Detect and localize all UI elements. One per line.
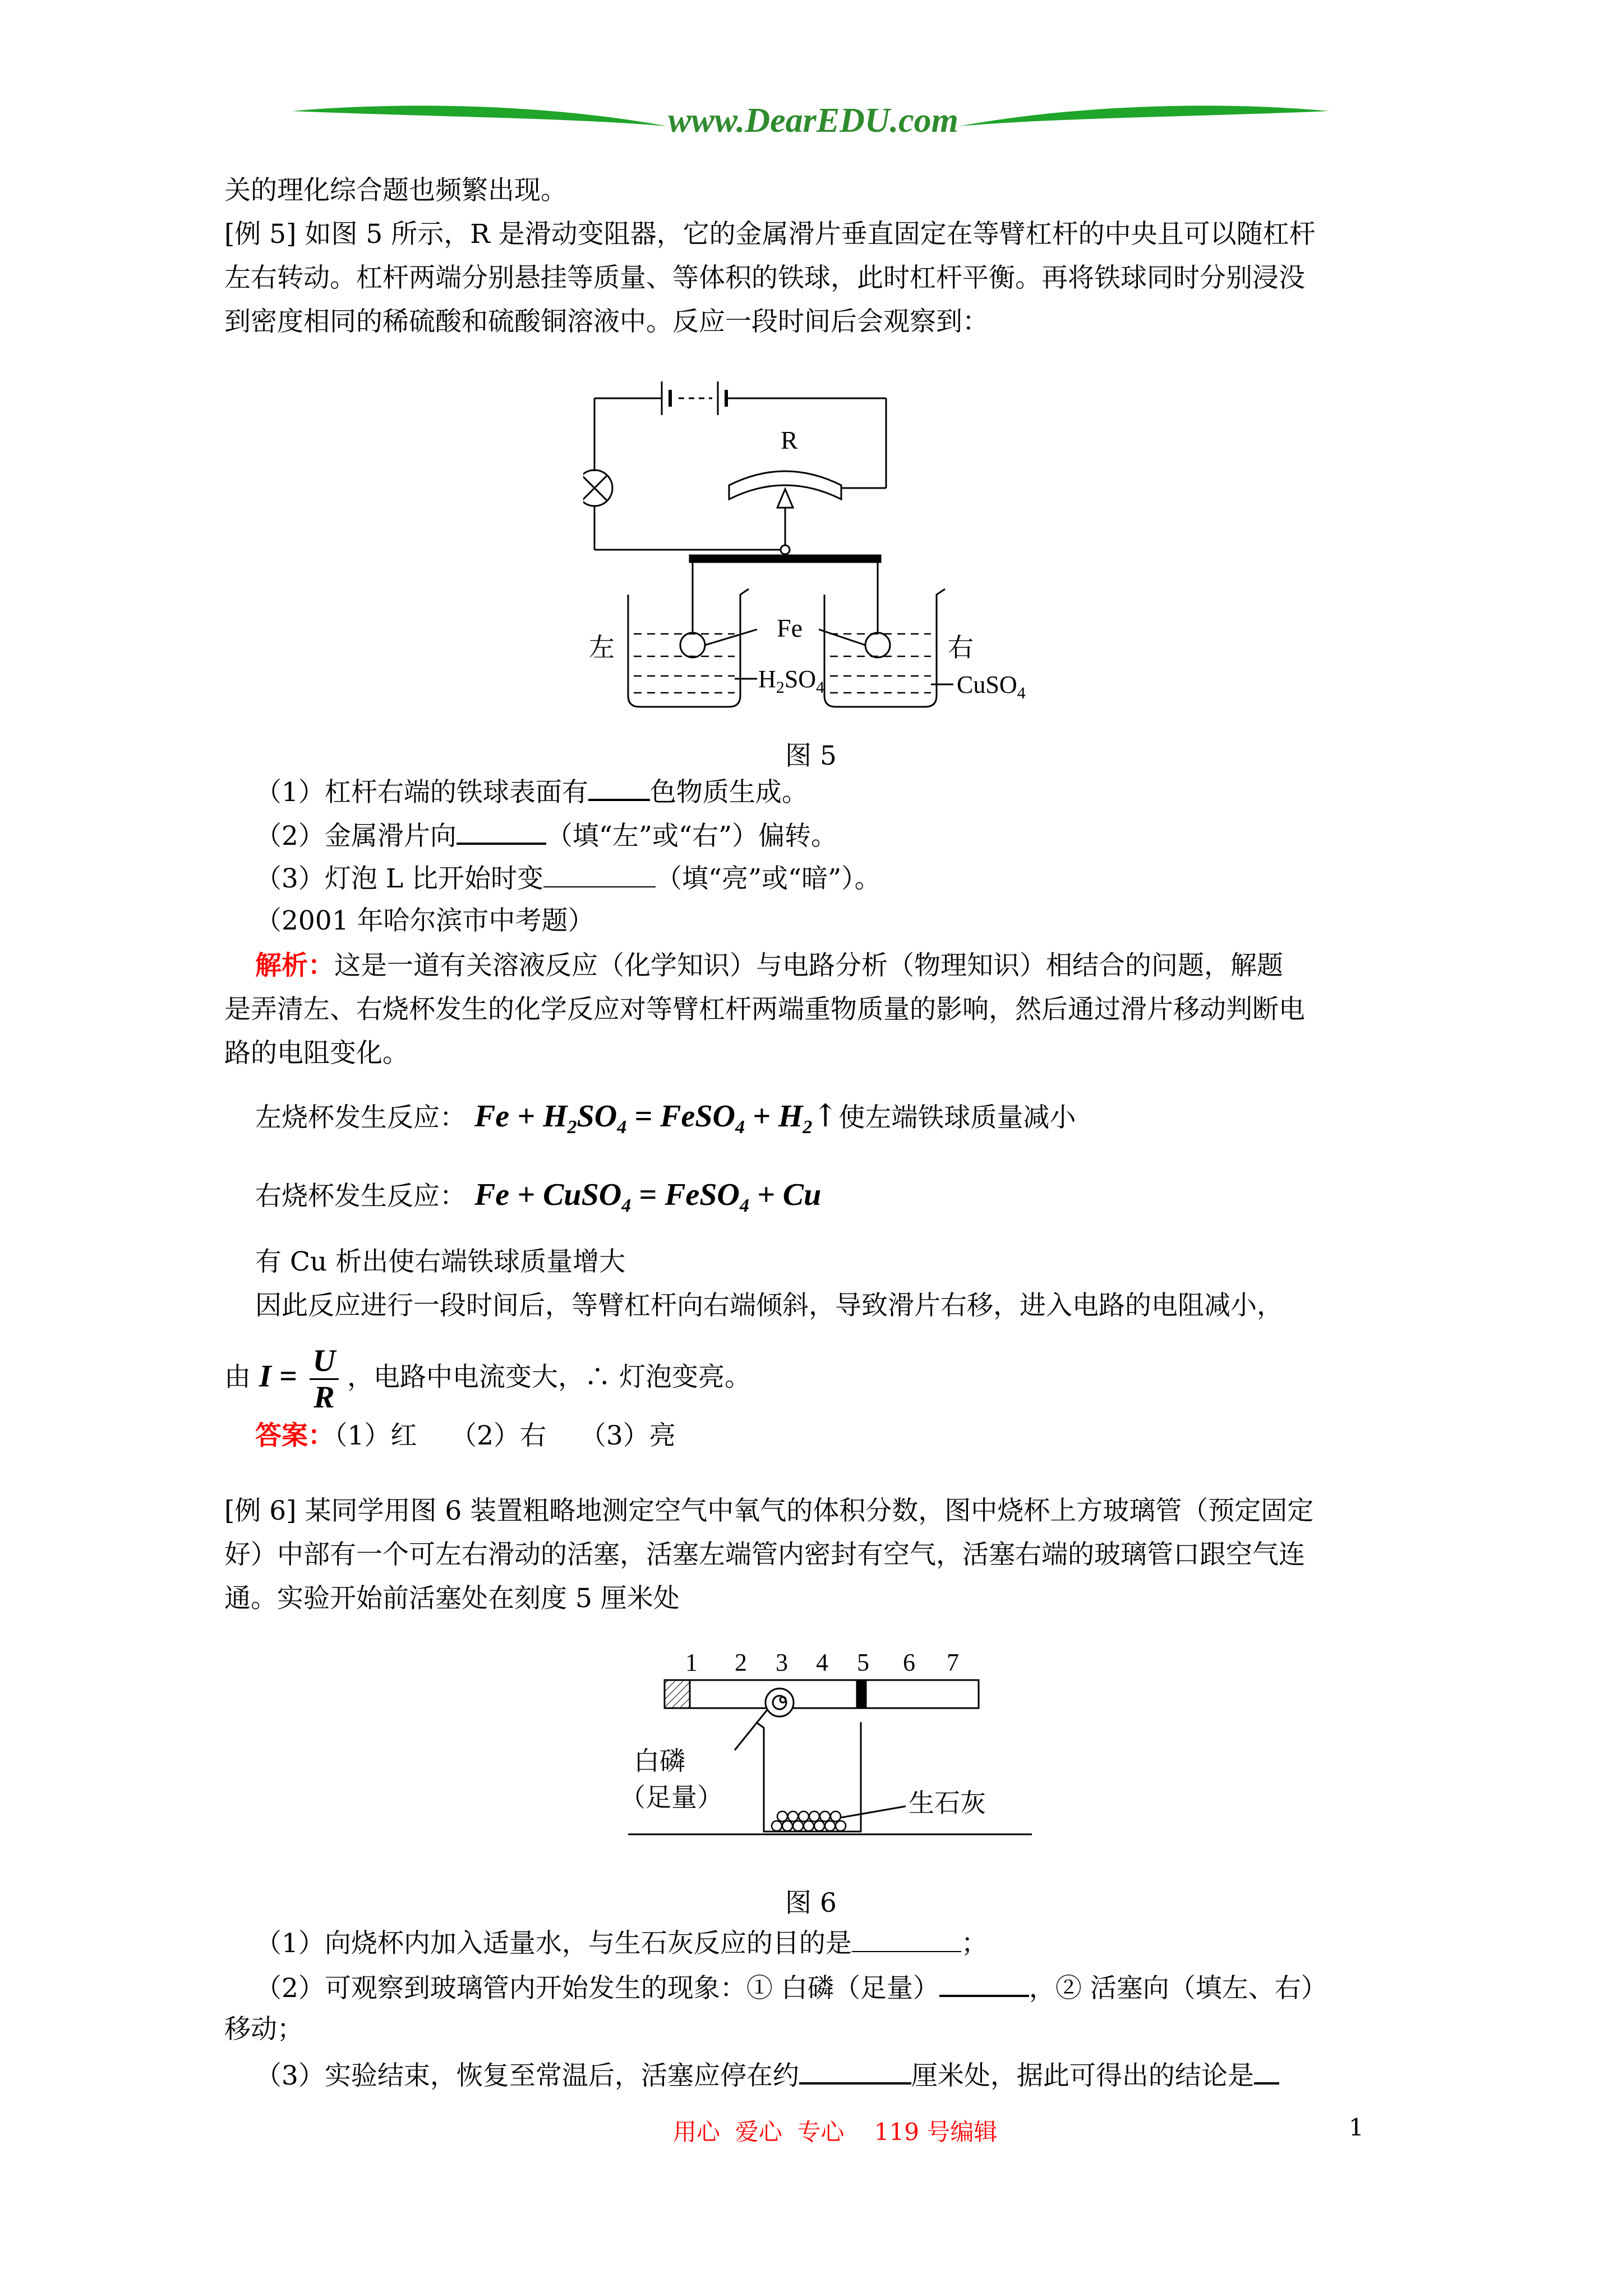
- cuso4-label: CuSO$_4$: [957, 671, 1026, 702]
- answer-blank: [939, 1969, 1029, 1997]
- example5-analysis-1: 解析：这是一道有关溶液反应（化学知识）与电路分析（物理知识）相结合的问题，解题: [255, 950, 1283, 981]
- example5-para-line: [例 5] 如图 5 所示，R 是滑动变阻器，它的金属滑片垂直固定在等臂杠杆的中央且可以随杠杆: [224, 219, 1316, 250]
- example6-question-1: （1）向烧杯内加入适量水，与生石灰反应的目的是 ；: [255, 1925, 988, 1961]
- answer-blank: [457, 817, 546, 845]
- example6-para-line: [例 6] 某同学用图 6 装置粗略地测定空气中氧气的体积分数，图中烧杯上方玻璃管（预定固定: [224, 1496, 1314, 1526]
- answer-blank: [588, 773, 650, 801]
- header-banner: [280, 95, 1346, 146]
- ohm-line: 由 I = $\frac{U}{R}$ ，电路中电流变大，∴ 灯泡变亮。: [224, 1343, 751, 1415]
- fe-label: Fe: [777, 614, 803, 642]
- right-reaction-equation: Fe + CuSO$_4$ = FeSO$_4$ + Cu: [474, 1177, 822, 1217]
- scale-tick-label: 5: [857, 1649, 869, 1676]
- right-label: 右: [948, 633, 974, 662]
- white-phosphorus: [766, 1688, 794, 1717]
- tube-sealed-end: [665, 1680, 690, 1708]
- footer-text: 用心 爱心 专心 119 号编辑: [673, 2118, 998, 2146]
- scale-tick-label: 1: [685, 1649, 698, 1676]
- left-iron-ball: [680, 633, 705, 657]
- left-label: 左: [589, 633, 615, 662]
- example5-para-line: 到密度相同的稀硫酸和硫酸铜溶液中。反应一段时间后会观察到：: [224, 306, 989, 337]
- answer-blank: [799, 2056, 911, 2085]
- example6-para-line: 好）中部有一个可左右滑动的活塞，活塞左端管内密封有空气，活塞右端的玻璃管口跟空气连: [224, 1539, 1305, 1570]
- right-reaction-line: 右烧杯发生反应： Fe + CuSO$_4$ = FeSO$_4$ + Cu: [255, 1177, 822, 1217]
- up-arrow-icon: ↑: [812, 1098, 839, 1134]
- right-iron-ball: [865, 633, 890, 657]
- lamp-symbol: [583, 470, 612, 506]
- h2so4-label: $H_2SO_4$: [758, 665, 825, 697]
- example5-question-3: （3）灯泡 L 比开始时变 （填“亮”或“暗”）。: [255, 861, 881, 896]
- quicklime-particles: [772, 1811, 846, 1831]
- glass-tube: [665, 1680, 979, 1708]
- scale-tick-label: 2: [735, 1649, 747, 1676]
- figure-5-caption: 图 5: [785, 740, 837, 771]
- ohm-law: I = $\frac{U}{R}$: [259, 1343, 339, 1415]
- example5-question-2: （2）金属滑片向 （填“左”或“右”）偏转。: [255, 817, 837, 853]
- answer-blank: [1254, 2056, 1279, 2085]
- example6-question-2: （2）可观察到玻璃管内开始发生的现象：① 白磷（足量） ，② 活塞向（填左、右）: [255, 1969, 1327, 2005]
- rheostat-label: R: [781, 426, 798, 454]
- enough-label: （足量）: [620, 1783, 723, 1812]
- quicklime-label: 生石灰: [909, 1789, 986, 1818]
- example5-analysis-2: 是弄清左、右烧杯发生的化学反应对等臂杠杆两端重物质量的影响，然后通过滑片移动判断电: [224, 994, 1305, 1025]
- figure-5-circuit: [583, 370, 1077, 729]
- left-reaction-equation: $Fe + H_2SO_4$ = FeSO$_4$ + $H_2$: [474, 1099, 813, 1138]
- example6-para-line: 通。实验开始前活塞处在刻度 5 厘米处: [224, 1583, 680, 1614]
- figure-6-apparatus: [617, 1644, 1043, 1857]
- piston: [857, 1680, 866, 1708]
- page-number: 1: [1349, 2114, 1364, 2141]
- scale-tick-label: 3: [776, 1649, 788, 1676]
- scale-labels: [685, 1649, 959, 1676]
- answer-blank: [543, 861, 656, 887]
- scale-tick-label: 6: [903, 1649, 915, 1676]
- example5-para-line: 左右转动。杠杆两端分别悬挂等质量、等体积的铁球，此时杠杆平衡。再将铁球同时分别浸没: [224, 263, 1305, 293]
- lever-bar: [690, 555, 880, 562]
- example6-question-2-cont: 移动；: [224, 2014, 303, 2045]
- example5-answer: 答案：（1）红 （2）右 （3）亮: [255, 1420, 676, 1451]
- scale-tick-label: 7: [947, 1649, 959, 1676]
- intro-line: 关的理化综合题也频繁出现。: [224, 175, 567, 206]
- figure-6-caption: 图 6: [785, 1888, 837, 1918]
- cu-line: 有 Cu 析出使右端铁球质量增大: [255, 1246, 626, 1277]
- example6-question-3: （3）实验结束，恢复至常温后，活塞应停在约 厘米处，据此可得出的结论是: [255, 2056, 1279, 2093]
- site-logo: www.DearEDU.com: [668, 102, 958, 140]
- example5-question-1: （1）杠杆右端的铁球表面有 色物质生成。: [255, 773, 808, 809]
- example5-source: （2001 年哈尔滨市中考题）: [255, 905, 594, 936]
- cause-line: 因此反应进行一段时间后，等臂杠杆向右端倾斜，导致滑片右移，进入电路的电阻减小，: [255, 1290, 1283, 1321]
- white-phosphorus-label: 白磷: [634, 1747, 685, 1775]
- left-reaction-line: 左烧杯发生反应： $Fe + H_2SO_4$ = FeSO$_4$ + $H_2↑$使左端铁球质量减小: [255, 1098, 1076, 1138]
- scale-tick-label: 4: [816, 1649, 828, 1676]
- answer-blank: [852, 1925, 961, 1952]
- example5-analysis-3: 路的电阻变化。: [224, 1038, 409, 1069]
